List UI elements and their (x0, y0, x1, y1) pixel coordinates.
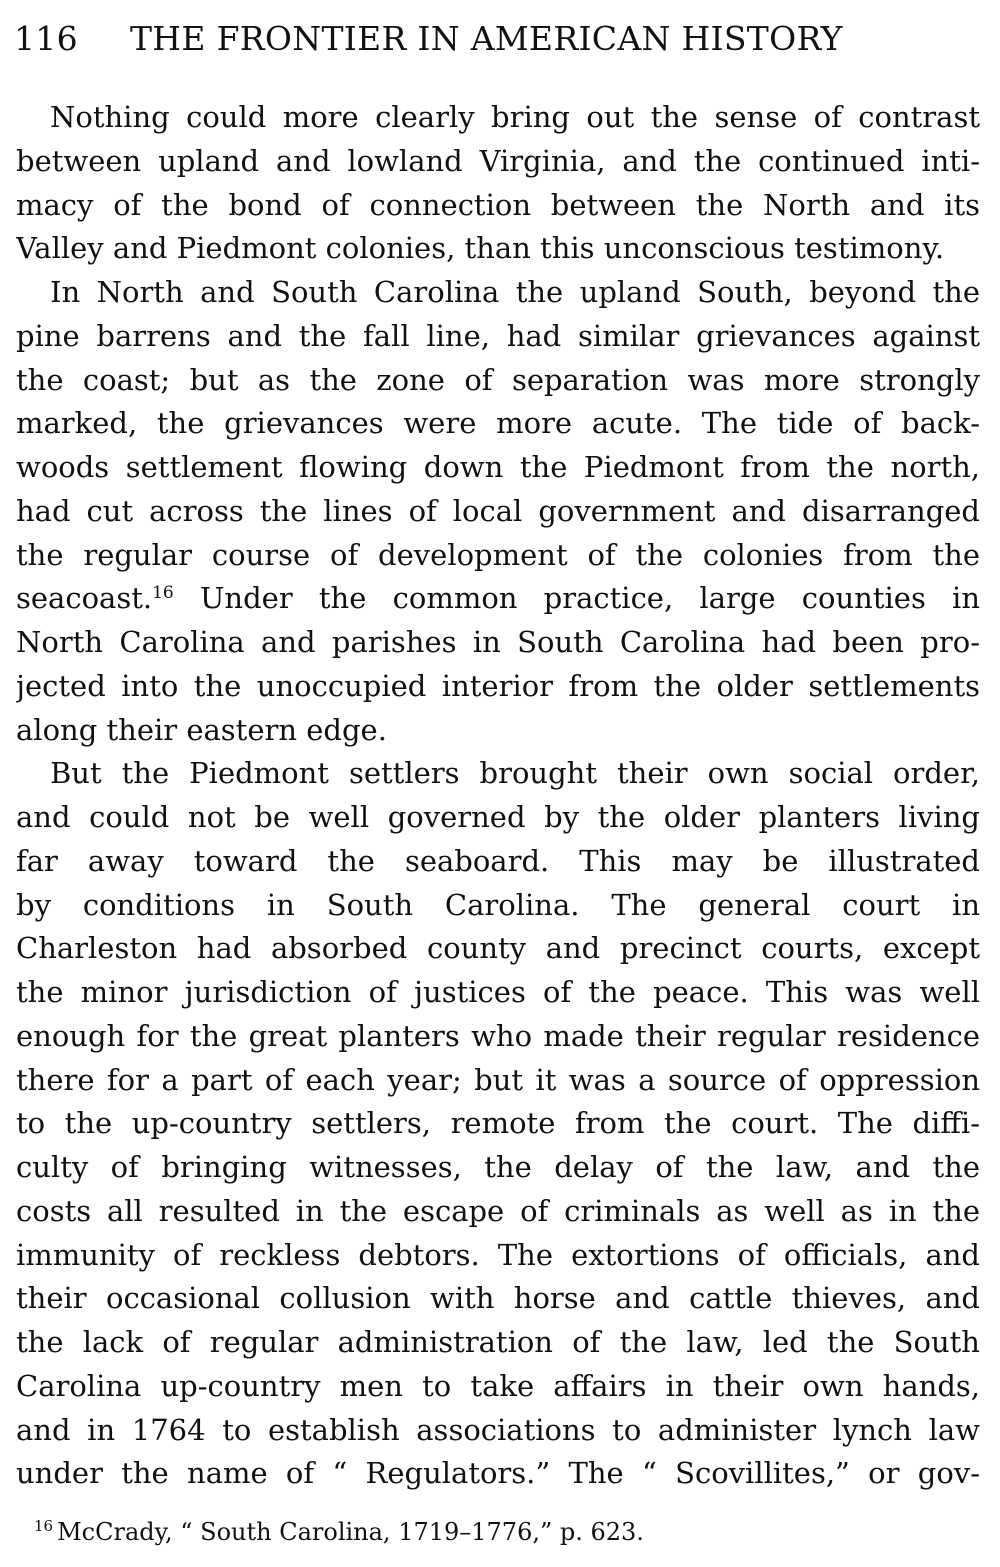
text-line: by conditions in South Carolina. The general court in (16, 887, 980, 922)
text-line: jected into the unoccupied interior from the older settlements (16, 668, 980, 703)
footnote-text: McCrady, “ South Carolina, 1719–1776,” p. 623. (57, 1518, 644, 1546)
text-line: along their eastern edge. (16, 712, 387, 747)
text-line: there for a part of each year; but it was a source of oppression (16, 1062, 980, 1097)
text-line: their occasional collusion with horse and cattle thieves, and (16, 1281, 980, 1316)
line-tail-text: Under the common practice, large counties in (199, 581, 980, 616)
text-line: enough for the great planters who made their regular residence (16, 1018, 980, 1053)
text-line: Charleston had absorbed county and precinct courts, except (16, 931, 980, 966)
text-line: to the up-country settlers, remote from the court. The diffi- (16, 1106, 980, 1141)
text-line: immunity of reckless debtors. The extortions of officials, and (16, 1237, 980, 1272)
text-line: woods settlement flowing down the Piedmont from the north, (16, 450, 980, 484)
text-line: had cut across the lines of local government and disarranged (16, 493, 980, 528)
text-line-with-footnote-ref (16, 577, 980, 621)
text-line: the lack of regular administration of the law, led the South (16, 1325, 980, 1359)
page-number: 116 (14, 19, 78, 58)
running-title: THE FRONTIER IN AMERICAN HISTORY (130, 19, 843, 58)
footnote (34, 1514, 644, 1550)
text-line: costs all resulted in the escape of criminals as well as in the (16, 1193, 980, 1228)
line-lead-text: seacoast. (16, 581, 153, 616)
text-line: pine barrens and the fall line, had similar grievances against (16, 318, 980, 353)
footnote-reference[interactable]: 16 (152, 583, 174, 604)
text-line: Nothing could more clearly bring out the sense of contrast (50, 100, 980, 134)
text-line: under the name of “ Regulators.” The “ Scovillites,” or gov- (16, 1456, 980, 1491)
text-line: culty of bringing witnesses, the delay of the law, and the (16, 1150, 980, 1184)
text-line: In North and South Carolina the upland South, beyond the (50, 275, 980, 309)
text-line: Valley and Piedmont colonies, than this unconscious testimony. (16, 231, 945, 266)
text-line: macy of the bond of connection between the North and its (16, 187, 980, 222)
text-line: far away toward the seaboard. This may be illustrated (16, 843, 980, 878)
text-line: Carolina up-country men to take affairs in their own hands, (16, 1368, 980, 1403)
text-line: the coast; but as the zone of separation was more strongly (16, 362, 980, 397)
text-line: But the Piedmont settlers brought their own social order, (50, 756, 980, 791)
text-line: marked, the grievances were more acute. The tide of back- (16, 406, 980, 441)
text-line: the regular course of development of the colonies from the (16, 537, 980, 572)
body-text (16, 96, 980, 1496)
text-line: North Carolina and parishes in South Carolina had been pro- (16, 625, 980, 659)
text-line: and in 1764 to establish associations to administer lynch law (16, 1412, 980, 1447)
text-line: and could not be well governed by the older planters living (16, 800, 980, 834)
footnote-marker: 16 (34, 1517, 54, 1535)
text-line: the minor jurisdiction of justices of the peace. This was well (16, 975, 980, 1009)
text-line: between upland and lowland Virginia, and the continued inti- (16, 143, 980, 178)
running-head (14, 14, 974, 64)
